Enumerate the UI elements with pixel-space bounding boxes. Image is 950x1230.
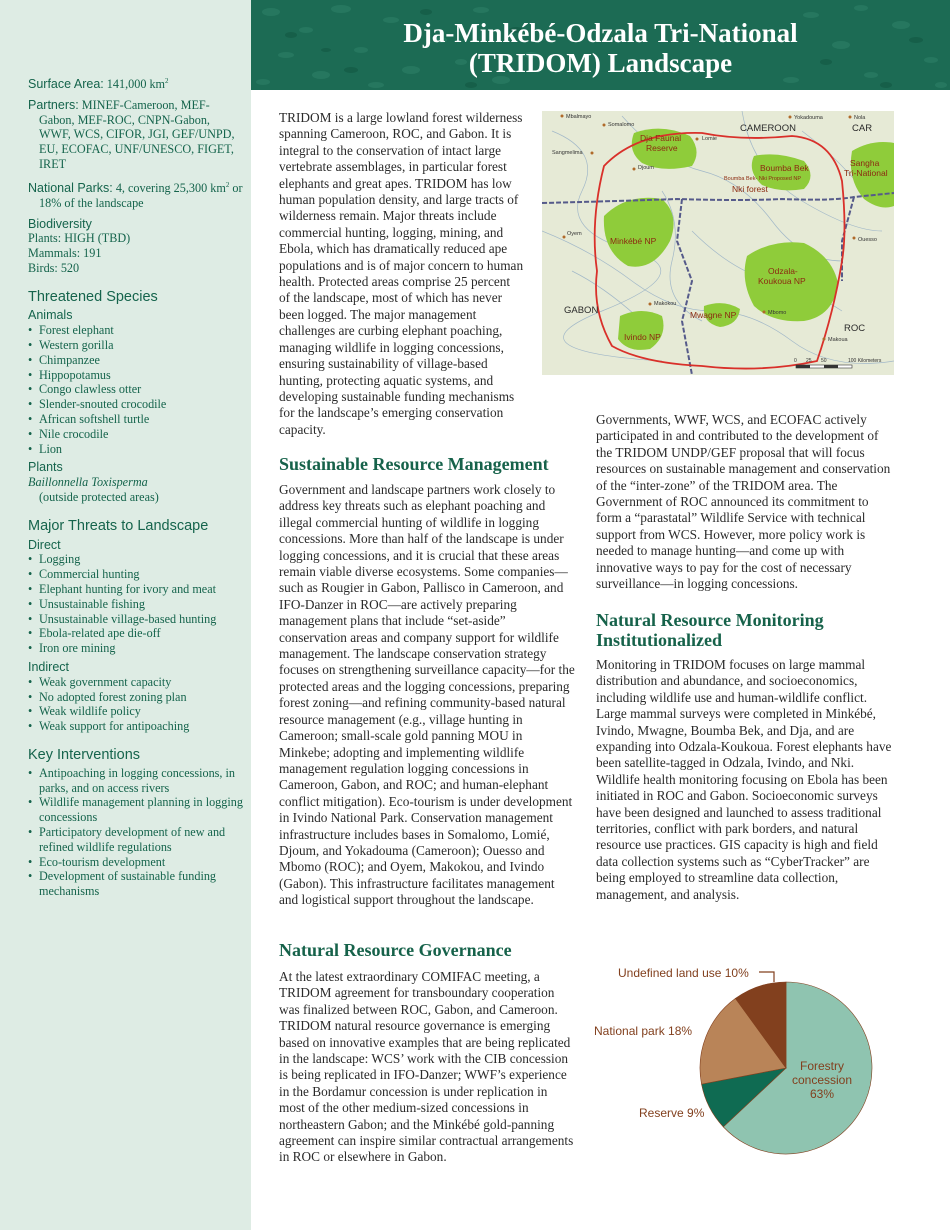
plants-count: Plants: HIGH (TBD) [28, 231, 131, 246]
surface-area-value: 141,000 km [106, 77, 166, 92]
list-item-text: Weak wildlife policy [39, 704, 141, 719]
list-item [28, 795, 244, 825]
bullet: • [28, 382, 33, 397]
list-item [28, 675, 244, 690]
map-town-makoua: Makoua [828, 337, 848, 343]
map-label-boumba-nki: Boumba Bek- Nki Proposed NP [724, 176, 802, 182]
parks-label: National Parks: [28, 180, 113, 195]
map-label-boumba-bek: Boumba Bek [760, 163, 809, 173]
page-title [251, 18, 950, 78]
list-item-text: Unsustainable village-based hunting [39, 611, 217, 626]
list-item-text: Unsustainable fishing [39, 596, 145, 611]
nrg-heading: Natural Resource Governance [279, 940, 512, 960]
bullet: • [28, 338, 33, 353]
bullet: • [28, 323, 33, 338]
national-parks [28, 178, 244, 211]
surface-area [28, 74, 244, 92]
parks-value-b: or 18% of the landscape [39, 180, 243, 210]
nrg-text: At the latest extraordinary COMIFAC meeting, a TRIDOM agreement for transboundary cooperation was finalized between ROC, Gabon, and Cameroon. TRIDOM natural resource governance is emerging based on innovative examples that are being replicated in the landscape: WCS’ work with the CIB concession is being replicated in IFO-Danzer; WWF’s experience in the Bordamur concession is under replication in most of the other medium-sized concessions in northeastern Gabon; and the Minkébé gold-panning agreement can inspire similar contractual arrangements in ROC or elsewhere in Gabon. [279, 969, 574, 1165]
scale-100: 100 Kilometers [848, 358, 882, 364]
animals-label: Animals [28, 308, 73, 323]
list-item [28, 641, 244, 656]
list-item-text: No adopted forest zoning plan [39, 689, 187, 704]
map-label-dja-1: Dja Faunal [640, 133, 682, 143]
list-item-text: Slender-snouted crocodile [39, 397, 167, 412]
surface-area-label: Surface Area: [28, 77, 104, 92]
list-item [28, 690, 244, 705]
indirect-threats-list [28, 675, 244, 734]
pie-slices [700, 982, 872, 1154]
bullet: • [28, 397, 33, 412]
direct-threats-list [28, 552, 244, 656]
map-label-odzala-2: Koukoua NP [758, 276, 806, 286]
parks-value: 4, covering 25,300 km [115, 180, 226, 195]
bullet: • [28, 426, 33, 441]
pie-label-undefined: Undefined land use 10% [618, 966, 749, 980]
map-label-sangha-1: Sangha [850, 158, 880, 168]
pie-label-reserve: Reserve 9% [639, 1106, 705, 1120]
map-town-djoum: Djoum [638, 165, 654, 171]
list-item [28, 719, 244, 734]
list-item [28, 552, 244, 567]
bullet: • [28, 719, 33, 734]
map-town-nola: Nola [854, 115, 866, 121]
list-item [28, 855, 244, 870]
bullet: • [28, 795, 33, 810]
list-item-text: Nile crocodile [39, 426, 109, 441]
srm-heading: Sustainable Resource Management [279, 454, 549, 474]
pie-label-forestry-2: concession [791, 1073, 853, 1087]
map-label-odzala-1: Odzala- [768, 266, 798, 276]
right-column-text: Governments, WWF, WCS, and ECOFAC actively participated in and contributed to the development of the TRIDOM UNDP/GEF proposal that will focus resources on sustainable management and conservation of the “inter-zone” of the TRIDOM area. The Government of ROC announced its commitment to form a “parastatal” Wildlife Service with technical support from WCS. However, more policy work is needed to manage hunting—and come up with innovative ways to pay for the cost of necessary surveillance—in logging concessions. [596, 412, 891, 592]
direct-label: Direct [28, 537, 61, 552]
map-label-gabon: GABON [564, 305, 599, 316]
list-item-text: Ebola-related ape die-off [39, 626, 161, 641]
nrm-heading [596, 610, 896, 650]
srm-paragraph [279, 482, 575, 909]
bullet: • [28, 689, 33, 704]
map-town-oyem: Oyem [567, 231, 582, 237]
partners-label: Partners: [28, 97, 79, 112]
title-banner [251, 0, 950, 90]
bullet: • [28, 765, 33, 780]
list-item [28, 412, 244, 427]
map-label-dja-2: Reserve [646, 143, 678, 153]
pie-label-forestry-3: 63% [809, 1087, 835, 1101]
list-item-text: Elephant hunting for ivory and meat [39, 582, 217, 597]
bullet: • [28, 367, 33, 382]
list-item-text: Antipoaching in logging concessions, in parks, and on access rivers [39, 765, 235, 795]
partners [28, 98, 244, 172]
surface-area-sup: 2 [165, 77, 169, 85]
land-use-pie-chart [594, 960, 914, 1160]
map-label-nki: Nki forest [732, 184, 768, 194]
indirect-label: Indirect [28, 660, 69, 675]
map-label-minkebe: Minkébé NP [610, 236, 657, 246]
list-item-text: African softshell turtle [39, 412, 150, 427]
scale-50: 50 [821, 358, 827, 364]
interventions-list [28, 766, 244, 899]
list-item-text: Iron ore mining [39, 641, 116, 656]
list-item [28, 612, 244, 627]
biodiversity-label: Biodiversity [28, 216, 92, 231]
list-item-text: Hippopotamus [39, 367, 111, 382]
bullet: • [28, 824, 33, 839]
map-label-cameroon: CAMEROON [740, 123, 796, 134]
threatened-species-heading: Threatened Species [28, 288, 158, 305]
bullet: • [28, 704, 33, 719]
animals-list [28, 323, 244, 456]
list-item-text: Congo clawless otter [39, 382, 142, 397]
list-item-text: Wildlife management planning in logging concessions [39, 795, 243, 825]
list-item-text: Development of sustainable funding mechanisms [39, 869, 217, 899]
list-item [28, 869, 244, 899]
nrm-heading-line-2: Institutionalized [596, 630, 723, 650]
map-town-ouesso: Ouesso [858, 237, 877, 243]
srm-text: Government and landscape partners work closely to address key threats such as elephant poaching and illegal commercial hunting of wildlife in logging concessions. More than half of the landscape is under logging concessions, and it is crucial that these areas remain viable diverse ecosystems. Some companies—such as Rougier in Gabon, Pallisco in Cameroon, and IFO-Danzer in ROC—are actively preparing management plans that include “set-aside” conservation areas and company support for wildlife management. The landscape conservation strategy focuses on strengthening surveillance capacity—for the protected areas and the logging concessions, preparing forest zoning—and refining community-based natural resource management (e.g., village hunting in Cameroon; small-scale gold panning MOU in Minkebe; adopting and implementing wildlife management regulation logging concessions in Cameroon, Gabon, and ROC; and human-elephant conflict mitigation). Eco-tourism is under development in Ivindo National Park. Conservation management infrastructure includes bases in Somalomo, Lomié, Djoum, and Yokadouma (Cameroon); Ouesso and Mbomo (ROC); and Oyem, Makokou, and Ivindo (Gabon). This infrastructure facilitates management and logistical support throughout the landscape. [279, 482, 575, 908]
birds-count: Birds: 520 [28, 260, 80, 275]
list-item [28, 567, 244, 582]
map-label-ivindo: Ivindo NP [624, 332, 661, 342]
right-column-paragraph [596, 412, 896, 592]
intro-paragraph [279, 110, 524, 438]
scale-25: 25 [806, 358, 812, 364]
map-town-sangmelima: Sangmelima [552, 150, 583, 156]
title-line-1: Dja-Minkébé-Odzala Tri-National [403, 18, 798, 48]
interventions-heading: Key Interventions [28, 747, 141, 763]
bullet: • [28, 626, 33, 641]
nrm-text: Monitoring in TRIDOM focuses on large mammal distribution and abundance, and socioeconomics, including wildlife use and human-wildlife conflict. Large mammal surveys were completed in Minkébé, Ivindo, Mwagne, Boumba Bek, and Dja, and are expanding into Odzala-Koukoua. Forest elephants have been satellite-tagged in Odzala, Ivindo, and Nki. Wildlife health monitoring focusing on Ebola has been initiated in ROC and Gabon. Socioeconomic surveys have been designed and launched to assess traditional territories, conflict with park borders, and natural resource use practices. GIS capacity is high and field data collection systems such as “CyberTracker” are being employed to streamline data collection, management, and analysis. [596, 657, 892, 902]
title-line-2: (TRIDOM) Landscape [468, 48, 733, 78]
list-item [28, 368, 244, 383]
list-item-text: Weak government capacity [39, 674, 172, 689]
bullet: • [28, 552, 33, 567]
intro-text: TRIDOM is a large lowland forest wilderness spanning Cameroon, ROC, and Gabon. It is integral to the conservation of intact large vertebrate assemblages, in particular forest elephants and great apes. TRIDOM has low human population density, and large tracts of wilderness remain. Major threats include commercial hunting, logging, mining, and Ebola, which has dramatically reduced ape populations and is of major concern to human health. Protected areas comprise 25 percent of the landscape, most of which has never been logged. The major management challenges are curbing elephant poaching, managing wildlife in logging concessions, ensuring sustainability of village-based hunting, protecting aquatic systems, and developing sustainable funding mechanisms for the landscape’s emerging conservation capacity. [279, 110, 524, 437]
plant-note: (outside protected areas) [39, 490, 159, 505]
list-item [28, 427, 244, 442]
sidebar-body [28, 74, 244, 899]
plants-label: Plants [28, 460, 63, 475]
list-item [28, 353, 244, 368]
list-item [28, 825, 244, 855]
sidebar [0, 0, 251, 1230]
list-item [28, 766, 244, 796]
map-town-yokadouma: Yokadouma [794, 115, 823, 121]
list-item [28, 382, 244, 397]
list-item [28, 442, 244, 457]
list-item [28, 626, 244, 641]
plant-species: Baillonnella Toxisperma [28, 475, 148, 490]
pie-label-national-park: National park 18% [594, 1024, 693, 1038]
map-town-lomie: Lomie [702, 136, 717, 142]
map-town-somalomo: Somalomo [608, 122, 635, 128]
list-item [28, 397, 244, 412]
list-item-text: Western gorilla [39, 338, 114, 353]
list-item [28, 704, 244, 719]
list-item-text: Logging [39, 552, 81, 567]
map-town-mbalmayo: Mbalmayo [566, 114, 592, 120]
bullet: • [28, 674, 33, 689]
map-label-sangha-2: Tri-National [844, 168, 888, 178]
mammals-count: Mammals: 191 [28, 246, 102, 261]
bullet: • [28, 567, 33, 582]
list-item [28, 323, 244, 338]
list-item-text: Chimpanzee [39, 352, 100, 367]
bullet: • [28, 641, 33, 656]
bullet: • [28, 854, 33, 869]
scale-0: 0 [794, 358, 797, 364]
map-town-makokou: Makokou [654, 301, 677, 307]
pie-label-forestry-1: Forestry [799, 1059, 845, 1073]
map-label-car: CAR [852, 123, 873, 134]
list-item-text: Commercial hunting [39, 567, 140, 582]
bullet: • [28, 611, 33, 626]
list-item-text: Lion [39, 441, 63, 456]
nrm-heading-line-1: Natural Resource Monitoring [596, 610, 824, 630]
map-label-mwagne: Mwagne NP [690, 310, 737, 320]
bullet: • [28, 412, 33, 427]
list-item-text: Forest elephant [39, 323, 114, 338]
threats-heading: Major Threats to Landscape [28, 517, 209, 534]
bullet: • [28, 869, 33, 884]
landscape-map [542, 111, 894, 375]
bullet: • [28, 441, 33, 456]
nrg-paragraph [279, 969, 575, 1166]
list-item [28, 582, 244, 597]
list-item [28, 597, 244, 612]
list-item [28, 338, 244, 353]
map-label-roc: ROC [844, 323, 866, 334]
parks-sup: 2 [225, 180, 230, 189]
bullet: • [28, 352, 33, 367]
bullet: • [28, 596, 33, 611]
partners-value: MINEF-Cameroon, MEF-Gabon, MEF-ROC, CNPN-Gabon, WWF, WCS, CIFOR, JGI, GEF/UNPD, EU, ECOFAC, UNF/UNESCO, FIGET, IRET [39, 97, 235, 172]
bullet: • [28, 582, 33, 597]
map-town-mbomo: Mbomo [768, 310, 787, 316]
list-item-text: Participatory development of new and refined wildlife regulations [39, 824, 226, 854]
list-item-text: Weak support for antipoaching [39, 719, 190, 734]
nrm-paragraph [596, 657, 896, 903]
undefined-leader-line [759, 972, 774, 982]
list-item-text: Eco-tourism development [39, 854, 166, 869]
